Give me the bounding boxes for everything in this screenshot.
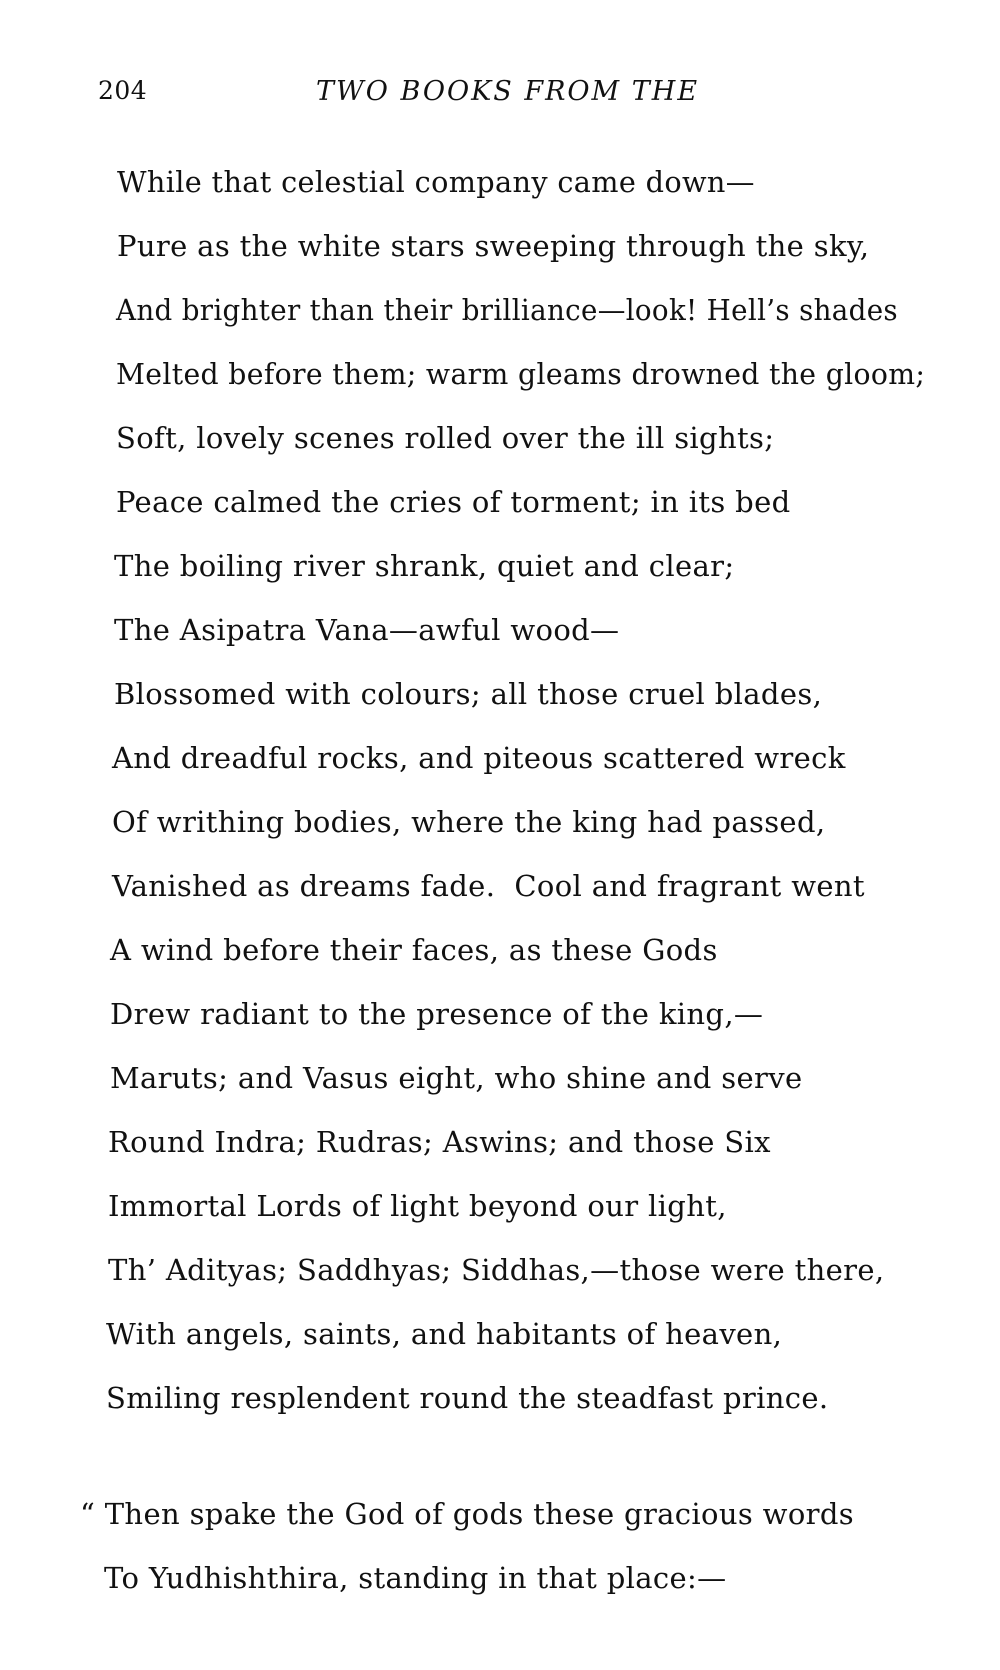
poem-line: Round Indra; Rudras; Aswins; and those Six — [108, 1125, 771, 1159]
poem-line: Peace calmed the cries of torment; in its bed — [116, 485, 791, 519]
poem-line: And brighter than their brilliance—look! Hell’s shades — [116, 293, 898, 327]
poem-line: Blossomed with colours; all those cruel blades, — [114, 677, 823, 711]
poem-line: To Yudhishthira, standing in that place:— — [104, 1561, 727, 1595]
poem-line: While that celestial company came down— — [117, 165, 755, 199]
poem-line: Smiling resplendent round the steadfast prince. — [106, 1381, 829, 1415]
poem-line: Drew radiant to the presence of the king,— — [110, 997, 764, 1031]
poem-line: Immortal Lords of light beyond our light, — [108, 1189, 727, 1223]
poem-line: Vanished as dreams fade. Cool and fragrant went — [112, 869, 865, 903]
poem-line: With angels, saints, and habitants of heaven, — [106, 1317, 783, 1351]
poem-line: Pure as the white stars sweeping through the sky, — [117, 229, 870, 263]
poem-line: “ Then spake the God of gods these gracious words — [80, 1497, 854, 1531]
running-title: TWO BOOKS FROM THE — [316, 76, 700, 107]
poem-stanza-1 — [0, 150, 1000, 1430]
poem-line: Of writhing bodies, where the king had passed, — [112, 805, 826, 839]
poem-line: The boiling river shrank, quiet and clear; — [114, 549, 735, 583]
poem-line: Melted before them; warm gleams drowned the gloom; — [116, 357, 926, 391]
poem-line: The Asipatra Vana—awful wood— — [114, 613, 620, 647]
poem-line: A wind before their faces, as these Gods — [110, 933, 718, 967]
poem-line: Th’ Adityas; Saddhyas; Siddhas,—those were there, — [108, 1253, 885, 1287]
page-number: 204 — [98, 76, 148, 105]
page-header — [0, 76, 1000, 116]
poem-line: Soft, lovely scenes rolled over the ill sights; — [116, 421, 775, 455]
poem-line: And dreadful rocks, and piteous scattered wreck — [112, 741, 846, 775]
poem-stanza-2 — [0, 1482, 1000, 1610]
poem-line: Maruts; and Vasus eight, who shine and serve — [110, 1061, 803, 1095]
